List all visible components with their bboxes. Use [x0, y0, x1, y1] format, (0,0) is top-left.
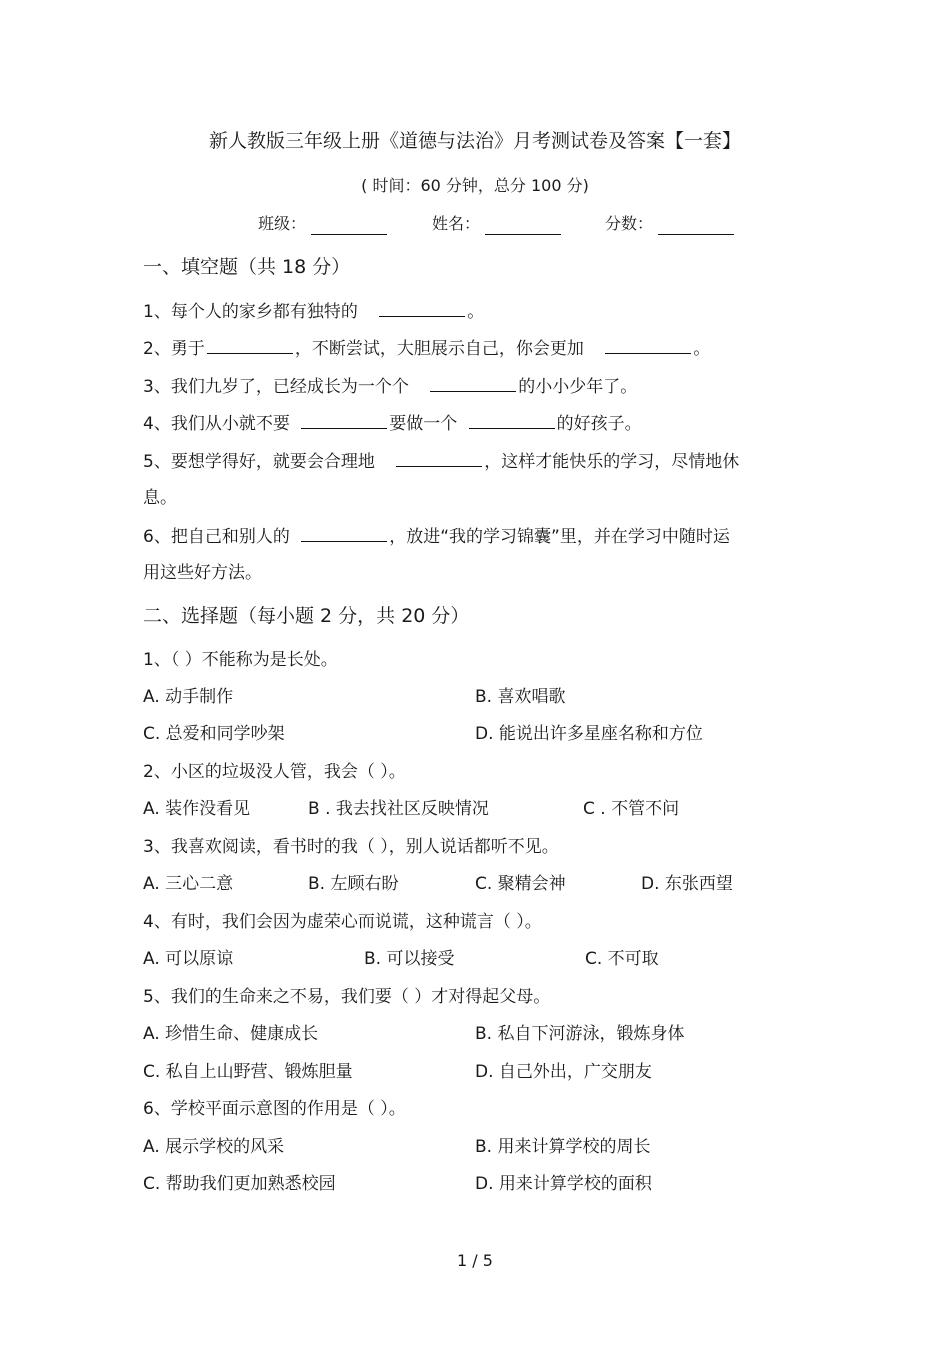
q3-option-a[interactable]: A. 三心二意: [143, 874, 234, 894]
q4-option-b[interactable]: B. 可以接受: [364, 949, 455, 969]
q2-option-b[interactable]: B . 我去找社区反映情况: [308, 799, 489, 819]
q1-blank[interactable]: [379, 300, 465, 317]
fill-question-1: [143, 300, 484, 323]
name-blank[interactable]: [485, 216, 561, 235]
fill-question-5-cont: 息。: [143, 488, 177, 508]
q3-option-b[interactable]: B. 左顾右盼: [308, 874, 399, 894]
q6-option-b[interactable]: B. 用来计算学校的周长: [475, 1137, 651, 1157]
q2-option-a[interactable]: A. 装作没看见: [143, 799, 251, 819]
q3-option-c[interactable]: C. 聚精会神: [475, 874, 566, 894]
exam-info: ( 时间：60 分钟，总分 100 分): [361, 176, 589, 195]
q6-blank[interactable]: [301, 525, 387, 542]
q4-text: 4、我们从小就不要: [143, 414, 290, 434]
q6-mid: ，放进“我的学习锦囊”里，并在学习中随时运: [389, 527, 730, 547]
choice-question-6: 6、学校平面示意图的作用是（ ）。: [143, 1099, 406, 1119]
q1-option-b[interactable]: B. 喜欢唱歌: [475, 687, 566, 707]
q2-blank-2[interactable]: [605, 337, 691, 354]
fill-question-5: [143, 450, 739, 473]
q3-blank[interactable]: [430, 375, 516, 392]
fill-question-4: [143, 412, 642, 435]
choice-question-2: 2、小区的垃圾没人管，我会（ ）。: [143, 762, 406, 782]
q3-text: 3、我们九岁了，已经成长为一个个: [143, 377, 409, 397]
q4-end: 的好孩子。: [556, 414, 642, 434]
q5-option-b[interactable]: B. 私自下河游泳，锻炼身体: [475, 1024, 685, 1044]
section-1-heading: 一、填空题（共 18 分）: [143, 256, 351, 278]
fill-question-6-cont: 用这些好方法。: [143, 563, 262, 583]
choice-question-1: 1、（ ）不能称为是长处。: [143, 650, 338, 670]
q1-option-c[interactable]: C. 总爱和同学吵架: [143, 724, 285, 744]
q4-blank-1[interactable]: [301, 412, 387, 429]
q5-option-d[interactable]: D. 自己外出，广交朋友: [475, 1062, 652, 1082]
q4-blank-2[interactable]: [469, 412, 555, 429]
q6-text: 6、把自己和别人的: [143, 527, 290, 547]
fill-question-6: [143, 525, 730, 548]
name-label: 姓名：: [432, 214, 481, 233]
q2-text: 2、勇于: [143, 339, 205, 359]
q6-option-c[interactable]: C. 帮助我们更加熟悉校园: [143, 1174, 336, 1194]
choice-question-5: 5、我们的生命来之不易，我们要（ ）才对得起父母。: [143, 987, 551, 1007]
fill-question-2: [143, 337, 710, 360]
choice-question-3: 3、我喜欢阅读，看书时的我（ ），别人说话都听不见。: [143, 837, 559, 857]
q6-option-d[interactable]: D. 用来计算学校的面积: [475, 1174, 652, 1194]
class-blank[interactable]: [311, 216, 387, 235]
q2-mid: ，不断尝试，大胆展示自己，你会更加: [294, 339, 584, 359]
q5-option-a[interactable]: A. 珍惜生命、健康成长: [143, 1024, 319, 1044]
q5-blank[interactable]: [396, 450, 482, 467]
q3-end: 的小小少年了。: [518, 377, 638, 397]
q5-option-c[interactable]: C. 私自上山野营、锻炼胆量: [143, 1062, 353, 1082]
page-title: 新人教版三年级上册《道德与法治》月考测试卷及答案【一套】: [208, 130, 741, 152]
q1-text: 1、每个人的家乡都有独特的: [143, 302, 358, 322]
q3-option-d[interactable]: D. 东张西望: [641, 874, 733, 894]
q1-option-d[interactable]: D. 能说出许多星座名称和方位: [475, 724, 703, 744]
q6-option-a[interactable]: A. 展示学校的风采: [143, 1137, 285, 1157]
class-field: [258, 213, 387, 235]
q1-end: 。: [467, 302, 485, 322]
class-label: 班级：: [258, 214, 307, 233]
q4-mid: 要做一个: [389, 414, 458, 434]
name-field: [432, 213, 561, 235]
score-field: [605, 213, 734, 235]
q5-mid: ，这样才能快乐的学习，尽情地休: [484, 452, 740, 472]
q1-option-a[interactable]: A. 动手制作: [143, 687, 234, 707]
section-2-heading: 二、选择题（每小题 2 分，共 20 分）: [143, 605, 470, 627]
choice-question-4: 4、有时，我们会因为虚荣心而说谎，这种谎言（ ）。: [143, 912, 542, 932]
q2-blank-1[interactable]: [207, 337, 293, 354]
q5-text: 5、要想学得好，就要会合理地: [143, 452, 375, 472]
q2-option-c[interactable]: C . 不管不问: [583, 799, 680, 819]
q2-end: 。: [693, 339, 711, 359]
fill-question-3: [143, 375, 637, 398]
score-blank[interactable]: [658, 216, 734, 235]
q4-option-a[interactable]: A. 可以原谅: [143, 949, 234, 969]
score-label: 分数：: [605, 214, 654, 233]
page-number: 1 / 5: [457, 1251, 493, 1270]
q4-option-c[interactable]: C. 不可取: [585, 949, 659, 969]
